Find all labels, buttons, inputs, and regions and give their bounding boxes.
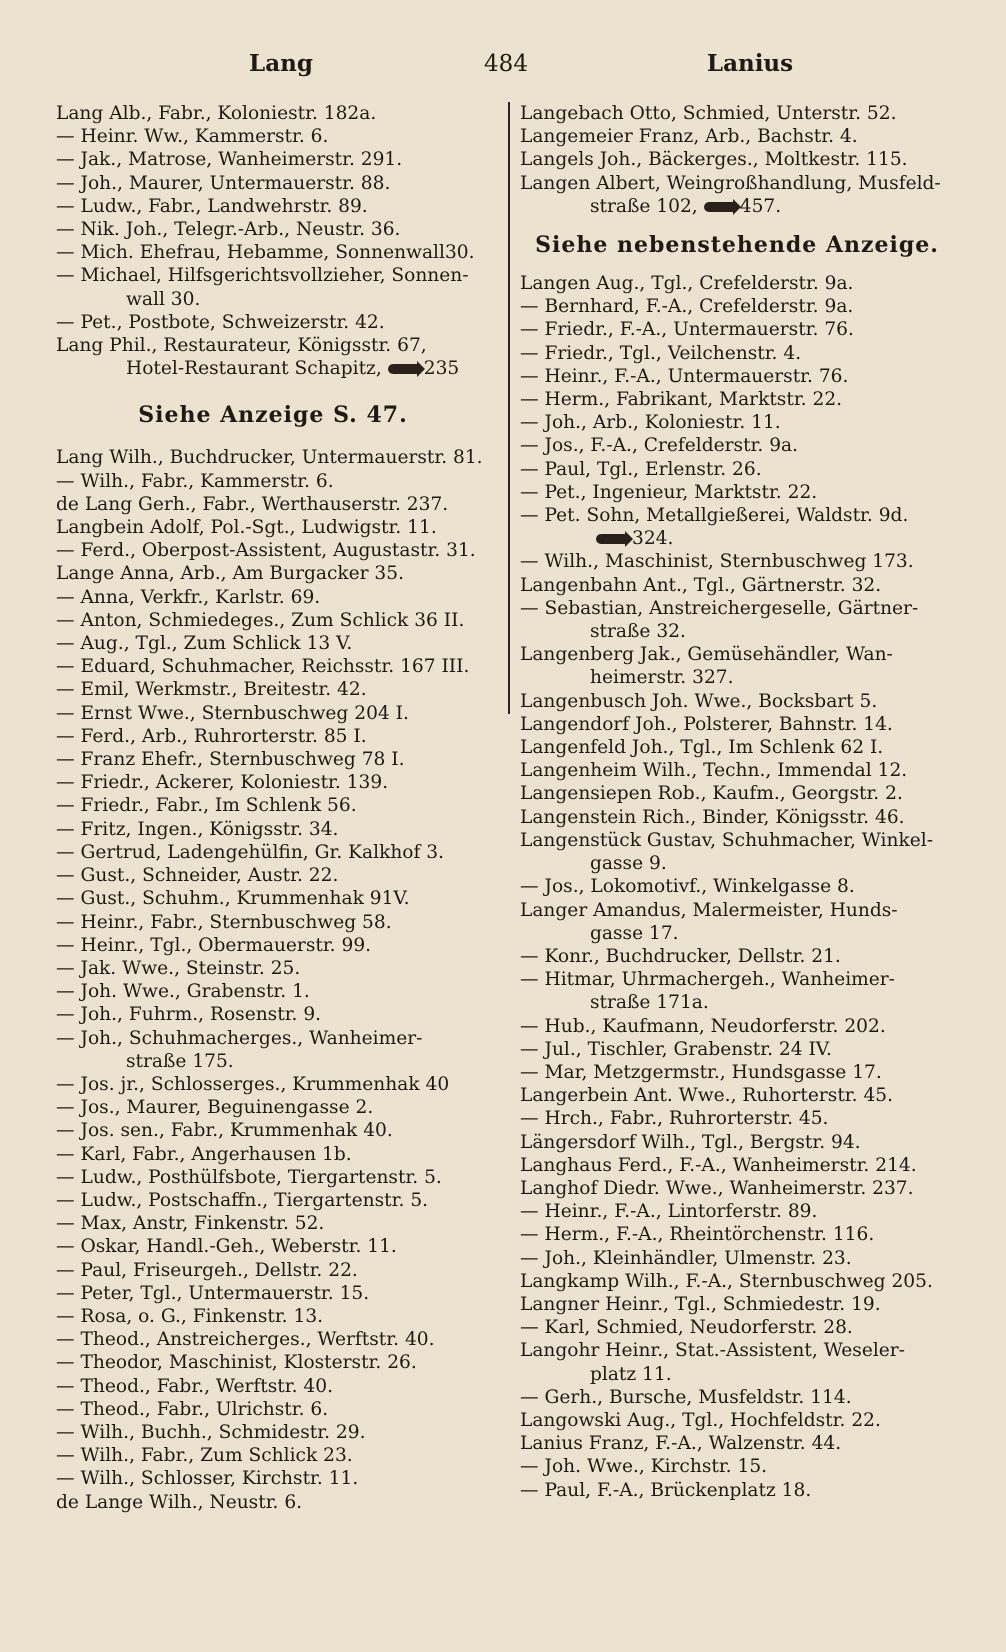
directory-entry	[56, 334, 490, 357]
entry-text: — Friedr., Tgl., Veilchenstr. 4.	[520, 342, 802, 364]
directory-entry	[520, 759, 954, 782]
directory-entry	[520, 1131, 954, 1154]
directory-entry	[520, 991, 954, 1014]
entry-text: straße 171a.	[590, 992, 709, 1014]
entry-text: — Mich. Ehefrau, Hebamme, Sonnenwall30.	[56, 242, 475, 264]
directory-entry	[520, 195, 954, 218]
directory-entry	[520, 945, 954, 968]
directory-entry	[520, 1479, 954, 1502]
entry-text: — Theod., Anstreicherges., Werftstr. 40.	[56, 1329, 435, 1351]
entry-text: Langenheim Wilh., Techn., Immendal 12.	[520, 760, 908, 782]
entry-text: Lang Phil., Restaurateur, Königsstr. 67,	[56, 335, 427, 357]
directory-entry	[520, 968, 954, 991]
entry-text: — Karl, Fabr., Angerhausen 1b.	[56, 1143, 352, 1165]
directory-entry	[520, 1386, 954, 1409]
entry-text: — Jak., Matrose, Wanheimerstr. 291.	[56, 149, 403, 171]
directory-entry	[520, 388, 954, 411]
entry-text: — Bernhard, F.-A., Crefelderstr. 9a.	[520, 296, 854, 318]
directory-entry	[56, 1235, 490, 1258]
entry-text: — Friedr., Fabr., Im Schlenk 56.	[56, 795, 357, 817]
left-entries-top	[56, 102, 490, 380]
directory-entry	[520, 342, 954, 365]
directory-entry	[56, 794, 490, 817]
directory-entry	[520, 1455, 954, 1478]
directory-entry	[520, 102, 954, 125]
directory-entry	[56, 470, 490, 493]
directory-entry	[520, 1293, 954, 1316]
left-notice: Siehe Anzeige S. 47.	[138, 402, 408, 429]
directory-entry	[520, 434, 954, 457]
entry-text: — Ferd., Arb., Ruhrorterstr. 85 I.	[56, 725, 367, 747]
entry-text: heimerstr. 327.	[590, 667, 734, 689]
right-notice: Siehe nebenstehende Anzeige.	[535, 232, 939, 259]
directory-entry	[520, 411, 954, 434]
entry-text: straße 175.	[126, 1050, 234, 1072]
entry-text: — Paul, F.-A., Brückenplatz 18.	[520, 1479, 812, 1501]
directory-entry	[520, 550, 954, 573]
directory-entry	[56, 864, 490, 887]
entry-text: Langen Albert, Weingroßhandlung, Musfeld-	[520, 172, 941, 194]
directory-entry	[56, 516, 490, 539]
directory-entry	[56, 725, 490, 748]
entry-text: Langenfeld Joh., Tgl., Im Schlenk 62 I.	[520, 737, 884, 759]
entry-text: platz 11.	[590, 1363, 672, 1385]
directory-entry	[520, 690, 954, 713]
directory-entry	[56, 446, 490, 469]
directory-entry	[56, 493, 490, 516]
entry-text: Langemeier Franz, Arb., Bachstr. 4.	[520, 126, 858, 148]
entry-text: wall 30.	[126, 288, 201, 310]
entry-text: — Theod., Fabr., Ulrichstr. 6.	[56, 1398, 329, 1420]
directory-entry	[56, 678, 490, 701]
directory-entry	[520, 736, 954, 759]
directory-entry	[56, 125, 490, 148]
entry-text: Hotel-Restaurant Schapitz,	[126, 358, 382, 380]
entry-text: Langhof Diedr. Wwe., Wanheimerstr. 237.	[520, 1177, 914, 1199]
entry-text: — Karl, Schmied, Neudorferstr. 28.	[520, 1317, 853, 1339]
entry-text: — Mar, Metzgermstr., Hundsgasse 17.	[520, 1061, 882, 1083]
entry-text: Langenstein Rich., Binder, Königsstr. 46.	[520, 806, 905, 828]
directory-entry	[56, 957, 490, 980]
entry-text: — Friedr., Ackerer, Koloniestr. 139.	[56, 772, 389, 794]
entry-text: Langenbahn Ant., Tgl., Gärtnerstr. 32.	[520, 574, 882, 596]
directory-entry	[56, 195, 490, 218]
directory-entry	[520, 852, 954, 875]
entry-text: — Pet. Sohn, Metallgießerei, Waldstr. 9d.	[520, 505, 909, 527]
directory-entry	[56, 1119, 490, 1142]
entry-text: — Fritz, Ingen., Königsstr. 34.	[56, 818, 339, 840]
directory-entry	[56, 1351, 490, 1374]
entry-text: — Peter, Tgl., Untermauerstr. 15.	[56, 1282, 370, 1304]
entry-text: — Pet., Postbote, Schweizerstr. 42.	[56, 311, 385, 333]
directory-entry	[520, 504, 954, 527]
directory-entry	[56, 1282, 490, 1305]
directory-entry	[520, 295, 954, 318]
entry-text: de Lang Gerh., Fabr., Werthauserstr. 237.	[56, 493, 449, 515]
directory-entry	[520, 1200, 954, 1223]
directory-entry	[56, 562, 490, 585]
entry-text: — Jos., Maurer, Beguinengasse 2.	[56, 1097, 374, 1119]
directory-entry	[520, 620, 954, 643]
entry-text: — Theodor, Maschinist, Klosterstr. 26.	[56, 1352, 417, 1374]
directory-entry	[520, 597, 954, 620]
entry-text: — Aug., Tgl., Zum Schlick 13 V.	[56, 633, 353, 655]
entry-text: straße 32.	[590, 621, 686, 643]
left-entries-bottom	[56, 446, 490, 1513]
directory-entry	[56, 887, 490, 910]
entry-text: Langohr Heinr., Stat.-Assistent, Weseler-	[520, 1340, 905, 1362]
entry-text: — Jos., Lokomotivf., Winkelgasse 8.	[520, 876, 855, 898]
directory-entry	[520, 1316, 954, 1339]
entry-text: — Jak. Wwe., Steinstr. 25.	[56, 957, 301, 979]
directory-entry	[520, 1177, 954, 1200]
directory-entry	[56, 818, 490, 841]
directory-entry	[56, 655, 490, 678]
entry-text: Lang Alb., Fabr., Koloniestr. 182a.	[56, 103, 377, 124]
entry-text: — Heinr., Tgl., Obermauerstr. 99.	[56, 934, 372, 956]
entry-text: — Hitmar, Uhrmachergeh., Wanheimer-	[520, 969, 895, 991]
phone-number: 324.	[632, 528, 674, 550]
directory-entry	[56, 632, 490, 655]
directory-entry	[56, 1073, 490, 1096]
entry-text: Langensiepen Rob., Kaufm., Georgstr. 2.	[520, 783, 903, 805]
entry-text: Langowski Aug., Tgl., Hochfeldstr. 22.	[520, 1409, 881, 1431]
entry-text: Langenbusch Joh. Wwe., Bocksbart 5.	[520, 690, 878, 712]
telephone-icon	[704, 202, 734, 212]
left-column	[56, 102, 504, 1514]
directory-entry	[56, 1027, 490, 1050]
entry-text: — Paul, Friseurgeh., Dellstr. 22.	[56, 1259, 358, 1281]
directory-entry	[56, 586, 490, 609]
directory-entry	[520, 1154, 954, 1177]
directory-entry	[56, 1166, 490, 1189]
directory-entry	[56, 911, 490, 934]
directory-entry	[56, 1421, 490, 1444]
entry-text: straße 102,	[590, 195, 698, 217]
directory-entry	[56, 1143, 490, 1166]
directory-entry	[520, 899, 954, 922]
directory-entry	[56, 539, 490, 562]
entry-text: — Gust., Schneider, Austr. 22.	[56, 865, 339, 887]
directory-entry	[56, 148, 490, 171]
directory-entry	[520, 1409, 954, 1432]
directory-entry	[520, 272, 954, 295]
directory-entry	[520, 1223, 954, 1246]
directory-entry	[520, 172, 954, 195]
directory-entry	[56, 1212, 490, 1235]
entry-text: — Pet., Ingenieur, Marktstr. 22.	[520, 481, 818, 503]
directory-entry	[520, 1015, 954, 1038]
entry-text: Langebach Otto, Schmied, Unterstr. 52.	[520, 103, 897, 124]
entry-text: — Wilh., Fabr., Kammerstr. 6.	[56, 470, 334, 492]
entry-text: — Heinr. Ww., Kammerstr. 6.	[56, 126, 329, 148]
directory-entry	[520, 806, 954, 829]
entry-text: — Hub., Kaufmann, Neudorferstr. 202.	[520, 1015, 886, 1037]
directory-entry	[56, 1398, 490, 1421]
entry-text: — Herm., Fabrikant, Marktstr. 22.	[520, 389, 843, 411]
columns	[56, 102, 954, 1514]
entry-text: — Oskar, Handl.-Geh., Weberstr. 11.	[56, 1236, 397, 1258]
column-divider	[508, 102, 510, 714]
entry-text: Lanius Franz, F.-A., Walzenstr. 44.	[520, 1433, 842, 1455]
entry-text: gasse 9.	[590, 853, 667, 875]
page-number: 484	[484, 51, 528, 77]
entry-text: — Joh., Schuhmacherges., Wanheimer-	[56, 1027, 423, 1049]
entry-text: — Heinr., F.-A., Lintorferstr. 89.	[520, 1201, 818, 1223]
entry-text: — Anna, Verkfr., Karlstr. 69.	[56, 586, 321, 608]
directory-entry	[520, 458, 954, 481]
directory-entry	[56, 1050, 490, 1073]
entry-text: — Ludw., Postschaffn., Tiergartenstr. 5.	[56, 1189, 429, 1211]
entry-text: — Wilh., Maschinist, Sternbuschweg 173.	[520, 551, 914, 573]
entry-text: — Emil, Werkmstr., Breitestr. 42.	[56, 679, 367, 701]
directory-entry	[520, 713, 954, 736]
directory-entry	[520, 481, 954, 504]
directory-entry	[520, 1107, 954, 1130]
entry-text: — Theod., Fabr., Werftstr. 40.	[56, 1375, 334, 1397]
directory-entry	[520, 1270, 954, 1293]
telephone-icon	[596, 534, 626, 544]
entry-text: — Anton, Schmiedeges., Zum Schlick 36 II.	[56, 609, 465, 631]
entry-text: de Lange Wilh., Neustr. 6.	[56, 1491, 303, 1513]
entry-text: — Gust., Schuhm., Krummenhak 91V.	[56, 888, 410, 910]
entry-text: Langels Joh., Bäckerges., Moltkestr. 115.	[520, 149, 908, 171]
directory-entry	[56, 311, 490, 334]
entry-text: — Joh., Kleinhändler, Ulmenstr. 23.	[520, 1247, 852, 1269]
directory-entry	[520, 148, 954, 171]
entry-text: Langenstück Gustav, Schuhmacher, Winkel-	[520, 829, 933, 851]
directory-entry	[56, 702, 490, 725]
directory-entry	[520, 1061, 954, 1084]
entry-text: — Heinr., F.-A., Untermauerstr. 76.	[520, 365, 849, 387]
directory-entry	[56, 218, 490, 241]
entry-text: — Herm., F.-A., Rheintörchenstr. 116.	[520, 1224, 875, 1246]
entry-text: Lange Anna, Arb., Am Burgacker 35.	[56, 563, 404, 585]
entry-text: — Heinr., Fabr., Sternbuschweg 58.	[56, 911, 392, 933]
entry-text: Langenberg Jak., Gemüsehändler, Wan-	[520, 644, 893, 666]
directory-entry	[56, 357, 490, 380]
page-header	[56, 50, 954, 102]
directory-entry	[56, 934, 490, 957]
entry-text: Langen Aug., Tgl., Crefelderstr. 9a.	[520, 273, 854, 295]
entry-text: Lang Wilh., Buchdrucker, Untermauerstr. 81.	[56, 447, 483, 469]
directory-entry	[56, 102, 490, 125]
directory-entry	[520, 1038, 954, 1061]
directory-entry	[520, 574, 954, 597]
entry-text: — Joh., Arb., Koloniestr. 11.	[520, 412, 781, 434]
directory-entry	[520, 1339, 954, 1362]
directory-entry	[56, 1491, 490, 1514]
directory-entry	[520, 125, 954, 148]
directory-entry	[56, 1328, 490, 1351]
directory-entry	[520, 1432, 954, 1455]
entry-text: — Friedr., F.-A., Untermauerstr. 76.	[520, 319, 854, 341]
directory-entry	[520, 1363, 954, 1386]
directory-entry	[56, 771, 490, 794]
entry-text: — Sebastian, Anstreichergeselle, Gärtner-	[520, 597, 919, 619]
directory-entry	[520, 829, 954, 852]
entry-text: — Ferd., Oberpost-Assistent, Augustastr. 31.	[56, 540, 476, 562]
directory-entry	[56, 1096, 490, 1119]
telephone-icon	[388, 364, 418, 374]
entry-text: — Jul., Tischler, Grabenstr. 24 IV.	[520, 1038, 832, 1060]
directory-entry	[56, 1444, 490, 1467]
entry-text: Langbein Adolf, Pol.-Sgt., Ludwigstr. 11.	[56, 517, 437, 539]
entry-text: — Joh. Wwe., Kirchstr. 15.	[520, 1456, 768, 1478]
directory-entry	[56, 241, 490, 264]
directory-entry	[520, 782, 954, 805]
directory-entry	[520, 643, 954, 666]
directory-entry	[56, 1467, 490, 1490]
directory-entry	[520, 318, 954, 341]
directory-entry	[56, 264, 490, 287]
directory-entry	[520, 1247, 954, 1270]
entry-text: Langer Amandus, Malermeister, Hunds-	[520, 899, 898, 921]
directory-entry	[520, 922, 954, 945]
directory-entry	[520, 666, 954, 689]
entry-text: — Max, Anstr, Finkenstr. 52.	[56, 1213, 325, 1235]
directory-entry	[56, 1003, 490, 1026]
entry-text: — Paul, Tgl., Erlenstr. 26.	[520, 458, 762, 480]
entry-text: Langner Heinr., Tgl., Schmiedestr. 19.	[520, 1293, 881, 1315]
entry-text: — Ernst Wwe., Sternbuschweg 204 I.	[56, 702, 409, 724]
directory-entry	[56, 609, 490, 632]
directory-entry	[56, 841, 490, 864]
entry-text: gasse 17.	[590, 922, 679, 944]
entry-text: — Wilh., Fabr., Zum Schlick 23.	[56, 1445, 353, 1467]
directory-entry	[56, 288, 490, 311]
directory-entry	[56, 980, 490, 1003]
entry-text: — Joh., Fuhrm., Rosenstr. 9.	[56, 1004, 322, 1026]
entry-text: — Franz Ehefr., Sternbuschweg 78 I.	[56, 749, 405, 771]
header-right-word: Lanius	[706, 50, 794, 77]
directory-entry	[520, 527, 954, 550]
phone-number: 457.	[739, 195, 782, 217]
entry-text: Langkamp Wilh., F.-A., Sternbuschweg 205.	[520, 1270, 933, 1292]
entry-text: — Joh. Wwe., Grabenstr. 1.	[56, 981, 310, 1003]
entry-text: — Gertrud, Ladengehülfin, Gr. Kalkhof 3.	[56, 841, 445, 863]
entry-text: — Wilh., Buchh., Schmidestr. 29.	[56, 1421, 366, 1443]
directory-entry	[520, 365, 954, 388]
directory-entry	[520, 875, 954, 898]
entry-text: — Eduard, Schuhmacher, Reichsstr. 167 III.	[56, 656, 470, 678]
right-entries-bottom	[520, 272, 954, 1502]
header-left-word: Lang	[249, 50, 313, 77]
right-entries-top	[520, 102, 954, 218]
entry-text: — Hrch., Fabr., Ruhrorterstr. 45.	[520, 1108, 829, 1130]
right-column	[504, 102, 954, 1514]
directory-entry	[56, 1305, 490, 1328]
directory-entry	[56, 1375, 490, 1398]
entry-text: — Ludw., Fabr., Landwehrstr. 89.	[56, 195, 368, 217]
entry-text: Längersdorf Wilh., Tgl., Bergstr. 94.	[520, 1131, 861, 1153]
directory-entry	[56, 172, 490, 195]
entry-text: — Ludw., Posthülfsbote, Tiergartenstr. 5.	[56, 1166, 442, 1188]
directory-entry	[520, 1084, 954, 1107]
entry-text: — Wilh., Schlosser, Kirchstr. 11.	[56, 1468, 359, 1490]
entry-text: — Konr., Buchdrucker, Dellstr. 21.	[520, 945, 841, 967]
phone-number: 235	[423, 358, 460, 380]
directory-entry	[56, 748, 490, 771]
entry-text: — Rosa, o. G., Finkenstr. 13.	[56, 1305, 324, 1327]
entry-text: — Jos. sen., Fabr., Krummenhak 40.	[56, 1120, 393, 1142]
entry-text: Langerbein Ant. Wwe., Ruhorterstr. 45.	[520, 1085, 894, 1107]
entry-text: — Joh., Maurer, Untermauerstr. 88.	[56, 172, 391, 194]
entry-text: Langendorf Joh., Polsterer, Bahnstr. 14.	[520, 713, 893, 735]
entry-text: — Jos., F.-A., Crefelderstr. 9a.	[520, 435, 799, 457]
entry-text: — Michael, Hilfsgerichtsvollzieher, Sonnen-	[56, 265, 469, 287]
entry-text: — Jos. jr., Schlosserges., Krummenhak 40	[56, 1073, 450, 1095]
entry-text: Langhaus Ferd., F.-A., Wanheimerstr. 214.	[520, 1154, 917, 1176]
directory-entry	[56, 1189, 490, 1212]
directory-entry	[56, 1259, 490, 1282]
entry-text: — Nik. Joh., Telegr.-Arb., Neustr. 36.	[56, 219, 401, 241]
entry-text: — Gerh., Bursche, Musfeldstr. 114.	[520, 1386, 852, 1408]
